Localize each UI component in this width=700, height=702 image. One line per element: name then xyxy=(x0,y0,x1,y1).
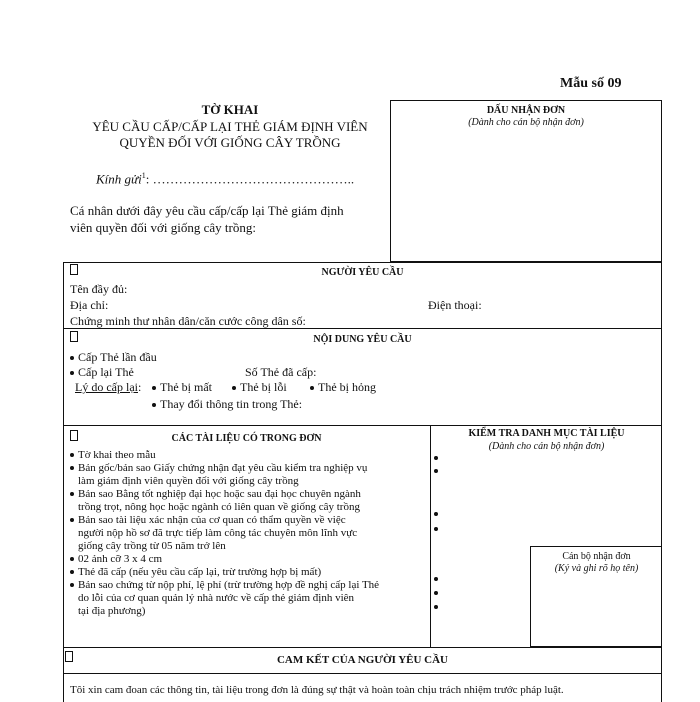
check-mark-icon[interactable] xyxy=(434,469,438,473)
form-number: Mẫu số 09 xyxy=(560,76,622,91)
form-title: TỜ KHAI xyxy=(201,102,259,117)
divider xyxy=(63,328,662,329)
stamp-box-title: DẤU NHẬN ĐƠN xyxy=(486,105,566,116)
bullet-icon xyxy=(70,453,74,457)
reason-change-label: Thay đổi thông tin trong Thẻ: xyxy=(160,397,303,411)
kinh-gui-recipient-field[interactable]: : ……………………………………….. xyxy=(145,171,355,187)
document-item[interactable] xyxy=(70,553,426,566)
document-item[interactable] xyxy=(70,579,426,618)
document-item[interactable] xyxy=(70,449,426,462)
doc-line: Bản sao Bằng tốt nghiệp đại học hoặc sau đại học chuyên ngành xyxy=(78,488,361,500)
doc-line: do lỗi của cơ quan quản lý nhà nước về cấp thẻ giám định viên xyxy=(78,592,355,604)
reason-error-option[interactable] xyxy=(232,380,287,394)
doc-line: Bản sao chứng từ nộp phí, lệ phí (trừ trường hợp đề nghị cấp lại Thẻ xyxy=(78,579,380,591)
reason-error-label: Thẻ bị lỗi xyxy=(240,380,287,394)
bullet-icon xyxy=(232,386,236,390)
check-mark-icon[interactable] xyxy=(434,591,438,595)
option-reissue[interactable] xyxy=(70,365,134,379)
reason-colon: : xyxy=(137,380,142,394)
check-mark-icon[interactable] xyxy=(434,605,438,609)
bullet-icon xyxy=(310,386,314,390)
reason-change-option[interactable] xyxy=(152,397,302,411)
kinh-gui-label: Kính gửi xyxy=(96,171,142,187)
form-subtitle xyxy=(60,119,400,151)
document-item[interactable] xyxy=(70,566,426,579)
divider xyxy=(63,673,662,674)
reason-label: Lý do cấp lại xyxy=(75,380,138,394)
reason-lost-label: Thẻ bị mất xyxy=(160,380,212,394)
check-mark-icon[interactable] xyxy=(434,527,438,531)
officer-title: Cán bộ nhận đơn xyxy=(562,551,631,562)
bullet-icon xyxy=(70,371,74,375)
reason-damaged-option[interactable] xyxy=(310,380,376,394)
doc-line: giống cây trồng từ 05 năm trở lên xyxy=(78,540,226,552)
option-first-issue[interactable] xyxy=(70,350,157,364)
doc-line: làm giám định viên quyền đối với giống cây trồng xyxy=(78,475,299,487)
stamp-box-note: (Dành cho cán bộ nhận đơn) xyxy=(468,117,584,128)
document-item[interactable] xyxy=(70,462,426,488)
stamp-box xyxy=(390,100,662,262)
bullet-icon xyxy=(152,386,156,390)
doc-line: Tờ khai theo mẫu xyxy=(78,449,156,461)
intro-line-2: viên quyền đối với giống cây trồng: xyxy=(70,220,256,235)
divider xyxy=(63,425,662,426)
request-content-title: NỘI DUNG YÊU CẦU xyxy=(313,334,412,345)
officer-note: (Ký và ghi rõ họ tên) xyxy=(554,563,639,574)
doc-line: Bản gốc/bản sao Giấy chứng nhận đạt yêu cầu kiểm tra nghiệp vụ xyxy=(78,462,368,474)
doc-line: trồng trọt, nông học hoặc ngành có liên quan về giống cây trồng xyxy=(78,501,360,513)
phone-label: Điện thoại: xyxy=(428,298,482,312)
doc-line: người nộp hồ sơ đã trực tiếp làm công tác chuyên môn lĩnh vực xyxy=(78,527,358,539)
documents-list xyxy=(70,449,426,618)
form-subtitle-line-2: QUYỀN ĐỐI VỚI GIỐNG CÂY TRỒNG xyxy=(119,135,341,150)
bullet-icon xyxy=(70,356,74,360)
bullet-icon xyxy=(70,570,74,574)
check-mark-icon[interactable] xyxy=(434,577,438,581)
document-item[interactable] xyxy=(70,488,426,514)
bullet-icon xyxy=(70,518,74,522)
first-issue-label: Cấp Thẻ lần đầu xyxy=(78,350,157,364)
bullet-icon xyxy=(70,466,74,470)
reason-label-wrap xyxy=(75,380,141,394)
bullet-icon xyxy=(152,403,156,407)
doc-line: Bản sao tài liệu xác nhận của cơ quan có thẩm quyền về việc xyxy=(78,514,346,526)
doc-line: 02 ảnh cỡ 3 x 4 cm xyxy=(78,553,163,565)
commitment-text: Tôi xin cam đoan các thông tin, tài liệu trong đơn là đúng sự thật và hoàn toàn chịu trách nhiệm trước pháp luật. xyxy=(70,684,564,696)
reason-damaged-label: Thẻ bị hỏng xyxy=(318,380,376,394)
form-subtitle-line-1: YÊU CẦU CẤP/CẤP LẠI THẺ GIÁM ĐỊNH VIÊN xyxy=(92,119,368,134)
footnote-ref: 1 xyxy=(141,171,146,180)
id-card-label: Chứng minh thư nhân dân/căn cước công dân số: xyxy=(70,314,306,328)
doc-line: tại địa phương) xyxy=(78,605,146,617)
bullet-icon xyxy=(70,492,74,496)
bullet-icon xyxy=(70,557,74,561)
column-divider xyxy=(430,425,431,647)
check-mark-icon[interactable] xyxy=(434,512,438,516)
check-mark-icon[interactable] xyxy=(434,456,438,460)
intro-text xyxy=(70,202,344,236)
kinh-gui-line xyxy=(96,171,354,187)
card-number-label: Số Thẻ đã cấp: xyxy=(245,365,317,379)
full-name-label: Tên đầy đủ: xyxy=(70,282,128,296)
checklist-title: KIỂM TRA DANH MỤC TÀI LIỆU xyxy=(468,428,625,439)
divider xyxy=(63,647,662,648)
doc-line: Thẻ đã cấp (nếu yêu cầu cấp lại, trừ trường hợp bị mất) xyxy=(78,566,322,578)
commitment-title: CAM KẾT CỦA NGƯỜI YÊU CẦU xyxy=(276,654,448,666)
intro-line-1: Cá nhân dưới đây yêu cầu cấp/cấp lại Thẻ giám định xyxy=(70,203,344,218)
checklist-note: (Dành cho cán bộ nhận đơn) xyxy=(488,441,605,452)
reason-lost-option[interactable] xyxy=(152,380,212,394)
documents-title: CÁC TÀI LIỆU CÓ TRONG ĐƠN xyxy=(171,433,322,444)
bullet-icon xyxy=(70,583,74,587)
reissue-label: Cấp lại Thẻ xyxy=(78,365,134,379)
document-item[interactable] xyxy=(70,514,426,553)
address-label: Địa chỉ: xyxy=(70,298,109,312)
officer-box xyxy=(530,546,662,647)
requester-title: NGƯỜI YÊU CẦU xyxy=(321,267,404,278)
